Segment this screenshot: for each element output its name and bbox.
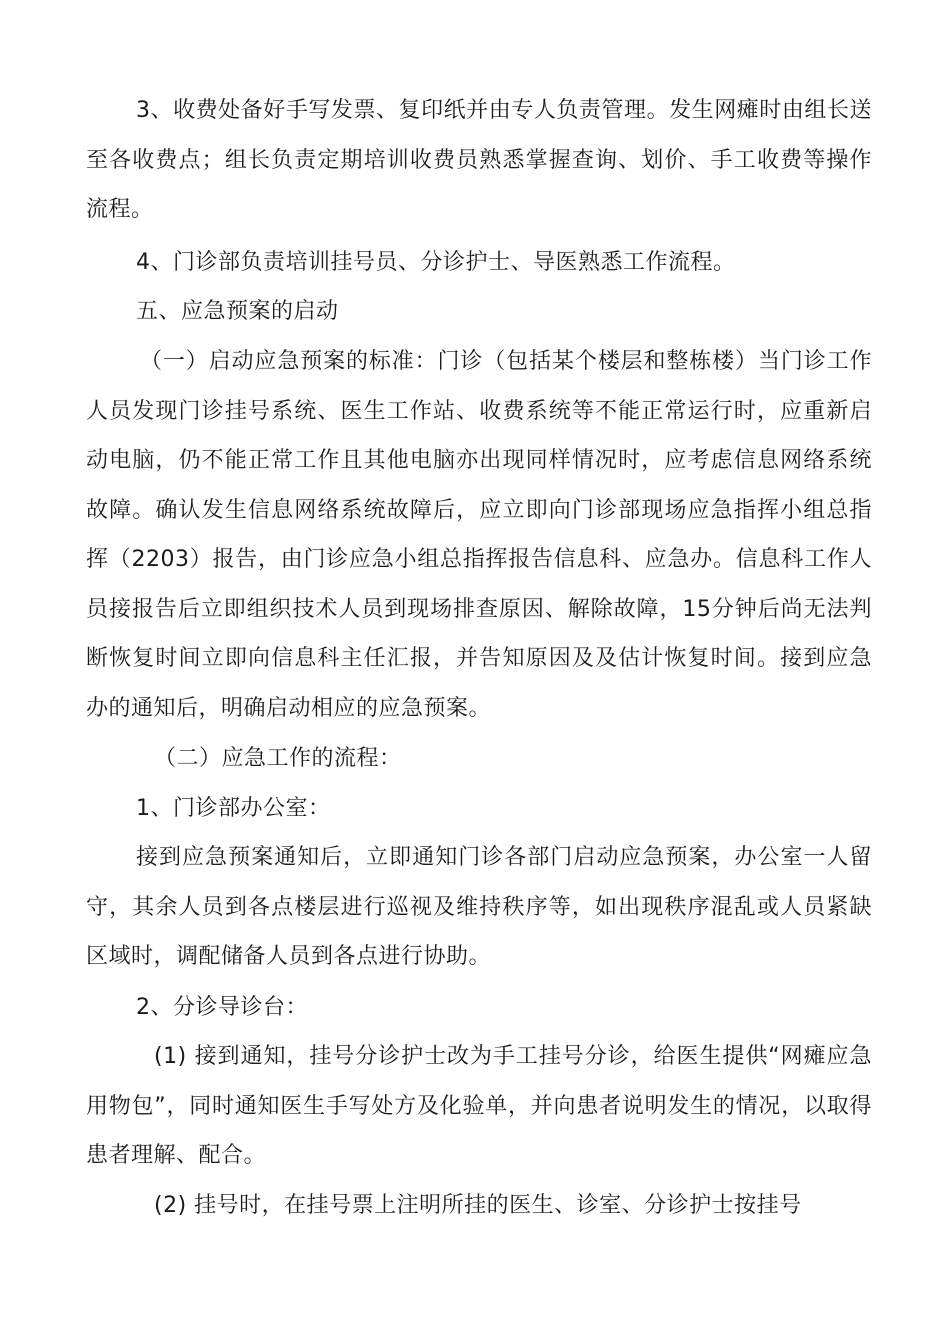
paragraph-cashier-preparation: 3、收费处备好手写发票、复印纸并由专人负责管理。发生网瘫时由组长送至各收费点；组长负责定期培训收费员熟悉掌握查询、划价、手工收费等操作流程。 xyxy=(86,98,872,222)
subheading-workflow: （二）应急工作的流程： xyxy=(154,746,402,771)
paragraph-office-duties: 接到应急预案通知后，立即通知门诊各部门启动应急预案，办公室一人留守，其余人员到各点楼层进行巡视及维持秩序等，如出现秩序混乱或人员紧缺区域时，调配储备人员到各点进行协助。 xyxy=(86,845,872,969)
subheading-triage-desk: 2、分诊导诊台： xyxy=(136,995,308,1020)
paragraph-triage-item-1: (1) 接到通知，挂号分诊护士改为手工挂号分诊，给医生提供“网瘫应急用物包”，同时通知医生手写处方及化验单，并向患者说明发生的情况，以取得患者理解、配合。 xyxy=(86,1044,872,1168)
paragraph-outpatient-training: 4、门诊部负责培训挂号员、分诊护士、导医熟悉工作流程。 xyxy=(136,250,736,275)
section-heading-activation: 五、应急预案的启动 xyxy=(136,299,339,324)
paragraph-activation-standard: （一）启动应急预案的标准：门诊（包括某个楼层和整栋楼）当门诊工作人员发现门诊挂号系统、医生工作站、收费系统等不能正常运行时，应重新启动电脑，仍不能正常工作且其他电脑亦出现同样情况时，应考虑信息网络系统故障。确认发生信息网络系统故障后，应立即向门诊部现场应急指挥小组总指挥（2203）报告，由门诊应急小组总指挥报告信息科、应急办。信息科工作人员接报告后立即组织技术人员到现场排查原因、解除故障，15分钟后尚无法判断恢复时间立即向信息科主任汇报，并告知原因及及估计恢复时间。接到应急办的通知后，明确启动相应的应急预案。 xyxy=(86,349,872,721)
subheading-office: 1、门诊部办公室： xyxy=(136,796,331,821)
paragraph-triage-item-2: (2) 挂号时，在挂号票上注明所挂的医生、诊室、分诊护士按挂号 xyxy=(154,1193,802,1218)
